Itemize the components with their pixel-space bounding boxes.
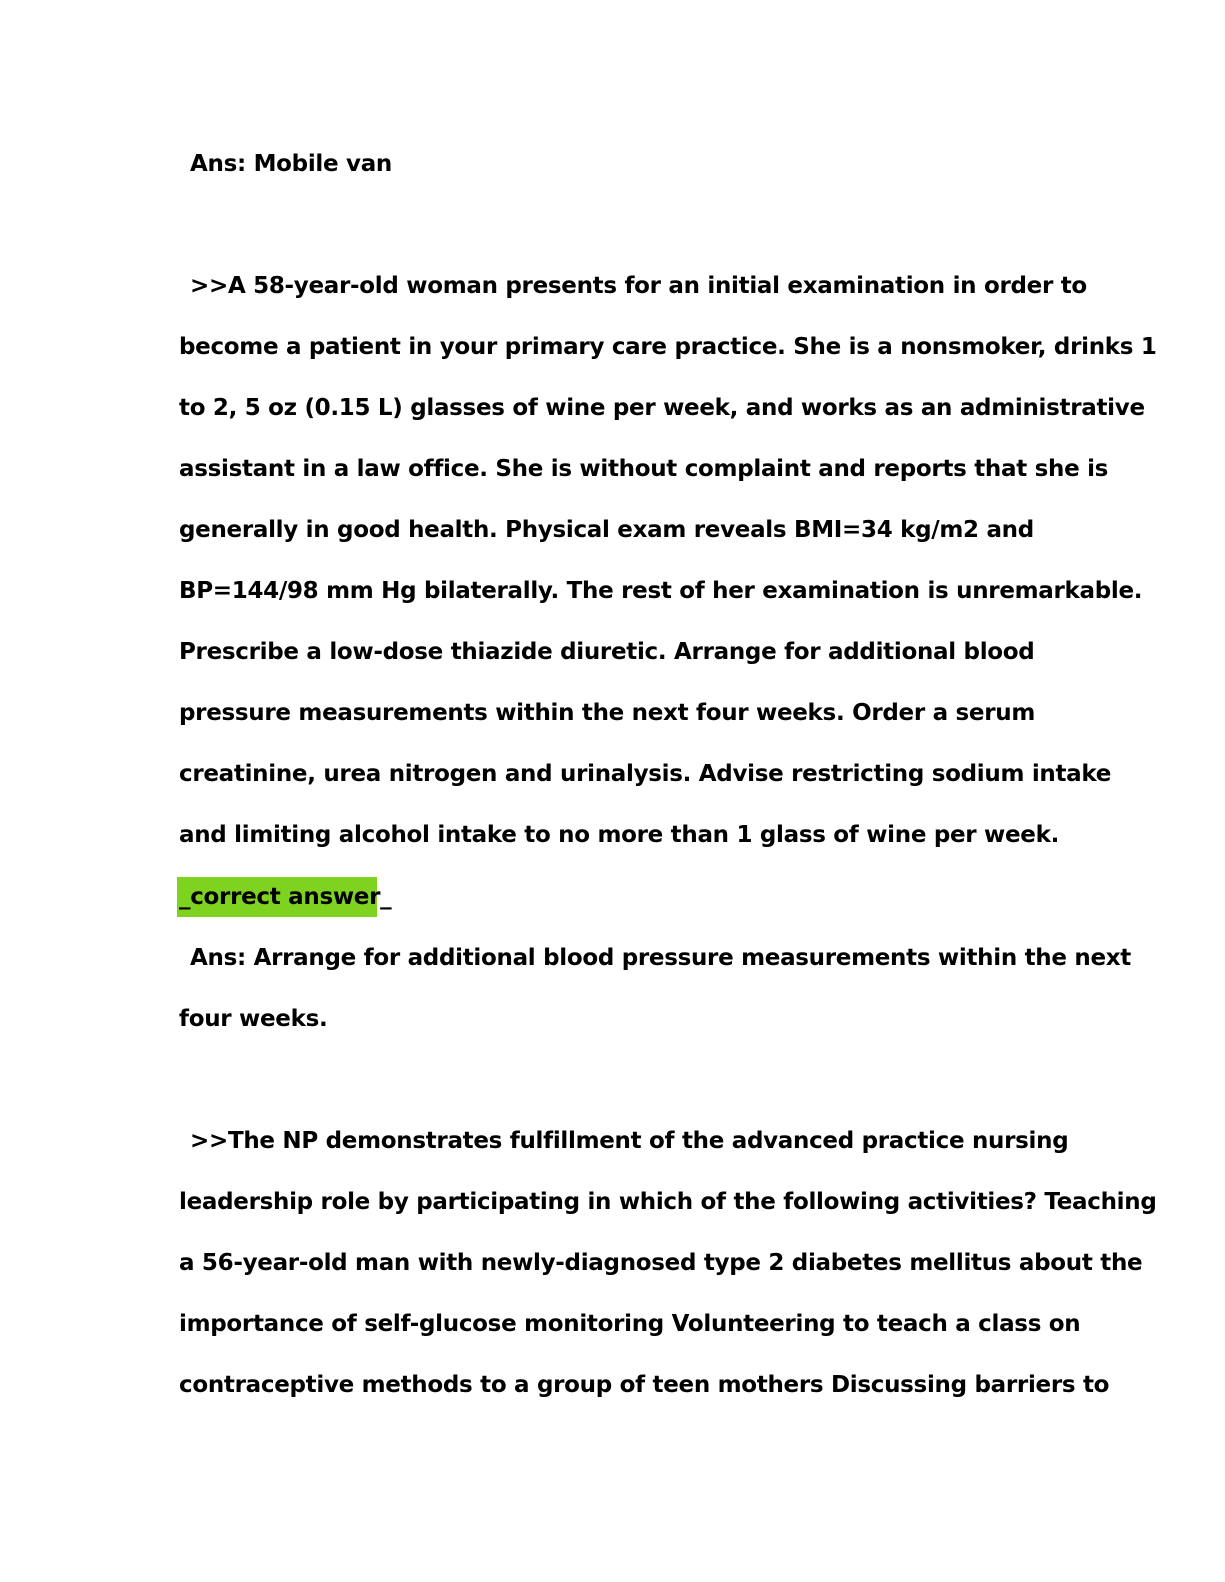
answer-mobile-van: Ans: Mobile van (190, 151, 392, 177)
question-2-line-1: >>A 58-year-old woman presents for an initial examination in order to (190, 273, 1087, 299)
question-3-line-2: leadership role by participating in which of the following activities? Teaching (179, 1189, 1157, 1215)
question-3-line-3: a 56-year-old man with newly-diagnosed type 2 diabetes mellitus about the (179, 1250, 1143, 1276)
question-2-line-5: generally in good health. Physical exam reveals BMI=34 kg/m2 and (179, 517, 1034, 543)
answer-2-line-1: Ans: Arrange for additional blood pressure measurements within the next (190, 945, 1131, 971)
question-3-line-5: contraceptive methods to a group of teen mothers Discussing barriers to (179, 1372, 1110, 1398)
question-2-line-9: creatinine, urea nitrogen and urinalysis. Advise restricting sodium intake (179, 761, 1112, 787)
question-3-line-4: importance of self-glucose monitoring Volunteering to teach a class on (179, 1311, 1081, 1337)
question-2-line-6: BP=144/98 mm Hg bilaterally. The rest of her examination is unremarkable. (179, 578, 1143, 604)
answer-2-line-2: four weeks. (179, 1006, 328, 1032)
question-2-line-10: and limiting alcohol intake to no more than 1 glass of wine per week. (179, 822, 1060, 848)
correct-answer-label: _correct answer_ (179, 884, 392, 910)
question-2-line-3: to 2, 5 oz (0.15 L) glasses of wine per week, and works as an administrative (179, 395, 1145, 421)
question-3-line-1: >>The NP demonstrates fulfillment of the advanced practice nursing (190, 1128, 1069, 1154)
question-2-line-7: Prescribe a low-dose thiazide diuretic. Arrange for additional blood (179, 639, 1035, 665)
question-2-line-8: pressure measurements within the next four weeks. Order a serum (179, 700, 1035, 726)
question-2-line-2: become a patient in your primary care practice. She is a nonsmoker, drinks 1 (179, 334, 1157, 360)
question-2-line-4: assistant in a law office. She is without complaint and reports that she is (179, 456, 1109, 482)
